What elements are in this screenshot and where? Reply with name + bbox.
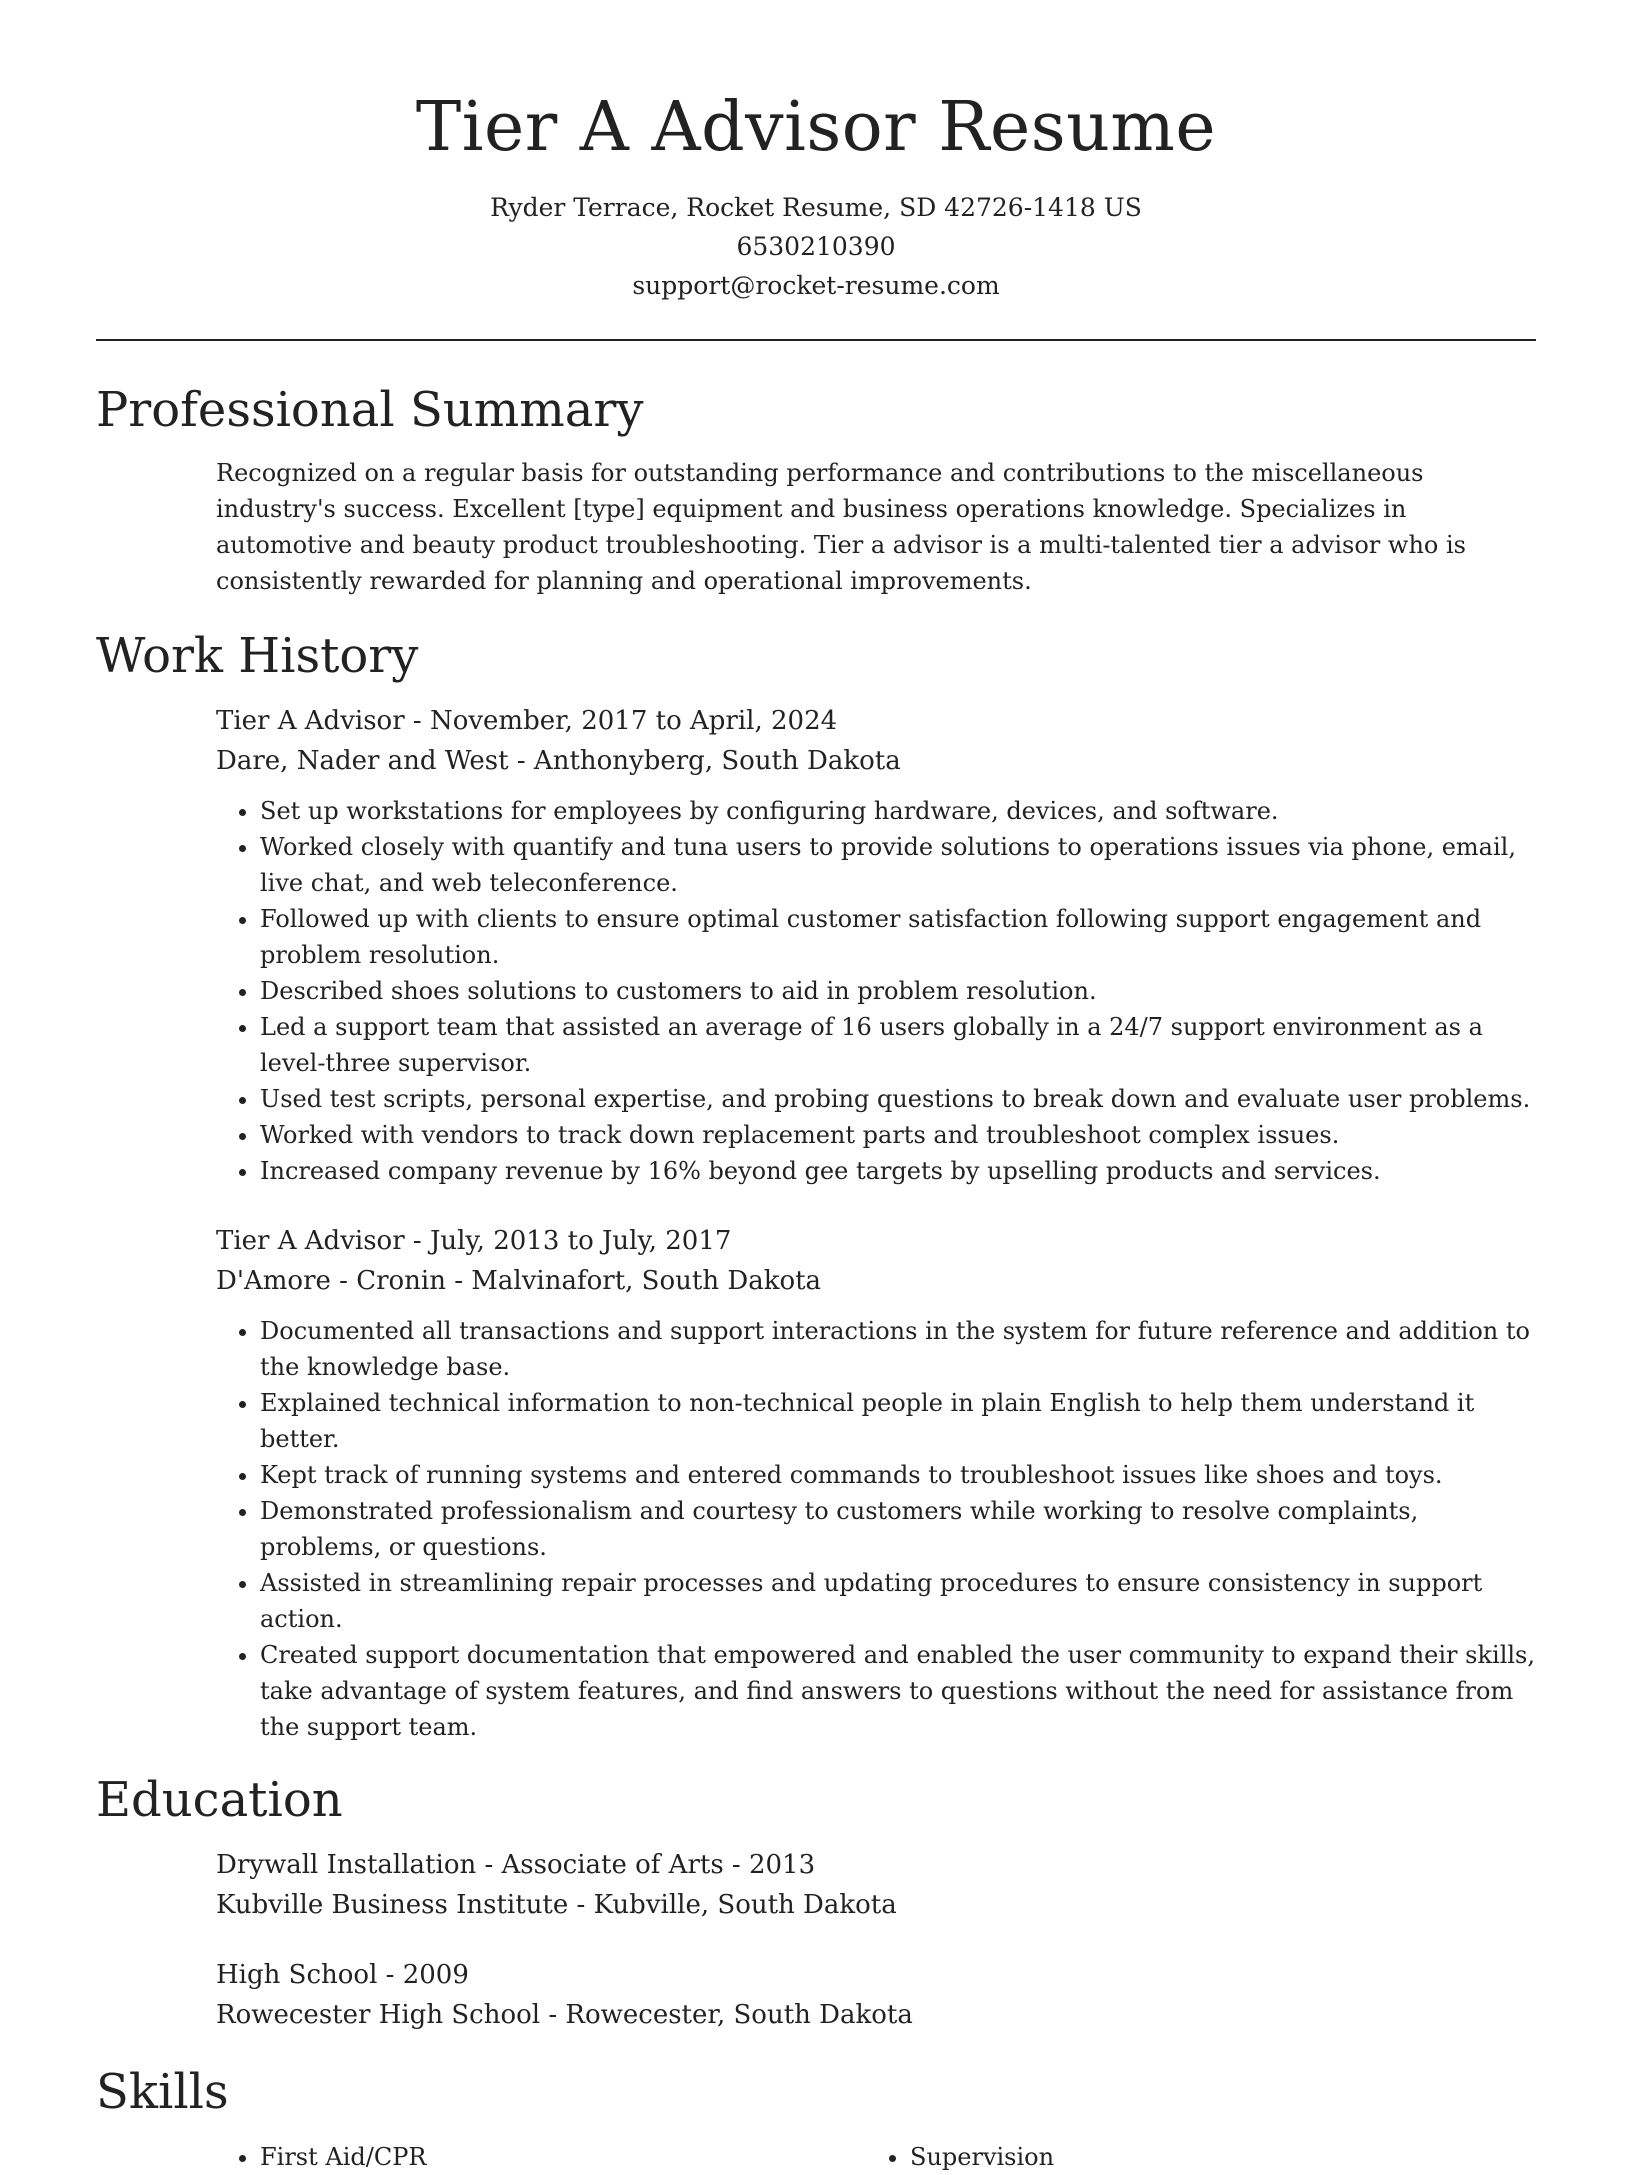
skill-item: • Supervision bbox=[910, 2139, 1516, 2175]
education-entry bbox=[216, 1955, 1536, 2035]
job-bullet: • Created support documentation that empowered and enabled the user community to expand their skills, take advantage of system features, and find answers to questions without the need for assistance from the support team. bbox=[260, 1637, 1536, 1745]
resume-header bbox=[96, 0, 1536, 305]
job-company-line: D'Amore - Cronin - Malvinafort, South Dakota bbox=[216, 1266, 822, 1296]
job-title-line: Tier A Advisor - November, 2017 to April, 2024 bbox=[216, 706, 838, 736]
resume-title: Tier A Advisor Resume bbox=[415, 88, 1217, 167]
job-bullet: • Set up workstations for employees by configuring hardware, devices, and software. bbox=[260, 793, 1536, 829]
skills-column-right bbox=[866, 2139, 1516, 2175]
summary-section bbox=[96, 377, 1536, 599]
summary-text: Recognized on a regular basis for outstanding performance and contributions to the miscellaneous industry's success. Excellent [type] equipment and business operations knowledge. Specializes in automotive and beauty product troubleshooting. Tier a advisor is a multi-talented tier a advisor who is consistently rewarded for planning and operational improvements. bbox=[216, 459, 1466, 595]
job-bullet: • Increased company revenue by 16% beyond gee targets by upselling products and services. bbox=[260, 1153, 1536, 1189]
job-bullet: • Worked with vendors to track down replacement parts and troubleshoot complex issues. bbox=[260, 1117, 1536, 1153]
skill-item: • First Aid/CPR bbox=[260, 2139, 866, 2175]
skills-section bbox=[96, 2059, 1536, 2175]
address: Ryder Terrace, Rocket Resume, SD 42726-1418 US bbox=[490, 193, 1142, 222]
job-bullets bbox=[216, 793, 1536, 1189]
resume-page bbox=[96, 0, 1536, 2175]
job-title-line: Tier A Advisor - July, 2013 to July, 2017 bbox=[216, 1226, 732, 1256]
job-bullet: • Described shoes solutions to customers to aid in problem resolution. bbox=[260, 973, 1536, 1009]
degree-line: Drywall Installation - Associate of Arts - 2013 bbox=[216, 1850, 816, 1880]
header-divider bbox=[96, 339, 1536, 341]
education-entry bbox=[216, 1845, 1536, 1925]
job-entry bbox=[216, 701, 1536, 1189]
email-address: support@rocket-resume.com bbox=[632, 271, 1000, 300]
education-section bbox=[96, 1767, 1536, 2035]
school-line: Rowecester High School - Rowecester, South Dakota bbox=[216, 2000, 913, 2030]
summary-heading: Professional Summary bbox=[96, 382, 644, 438]
job-bullet: • Documented all transactions and support interactions in the system for future reference and addition to the knowledge base. bbox=[260, 1313, 1536, 1385]
job-entry bbox=[216, 1221, 1536, 1745]
job-bullet: • Led a support team that assisted an average of 16 users globally in a 24/7 support environment as a level-three supervisor. bbox=[260, 1009, 1536, 1081]
school-line: Kubville Business Institute - Kubville, South Dakota bbox=[216, 1890, 897, 1920]
contact-block bbox=[96, 188, 1536, 305]
work-history-section bbox=[96, 623, 1536, 1745]
skills-column-left bbox=[216, 2139, 866, 2175]
job-bullet: • Kept track of running systems and entered commands to troubleshoot issues like shoes and toys. bbox=[260, 1457, 1536, 1493]
job-company-line: Dare, Nader and West - Anthonyberg, South Dakota bbox=[216, 746, 901, 776]
degree-line: High School - 2009 bbox=[216, 1960, 469, 1990]
skills-grid bbox=[216, 2139, 1536, 2175]
job-bullet: • Explained technical information to non-technical people in plain English to help them understand it better. bbox=[260, 1385, 1536, 1457]
job-bullet: • Assisted in streamlining repair processes and updating procedures to ensure consistency in support action. bbox=[260, 1565, 1536, 1637]
work-history-heading: Work History bbox=[96, 628, 419, 684]
job-bullet: • Followed up with clients to ensure optimal customer satisfaction following support engagement and problem resolution. bbox=[260, 901, 1536, 973]
job-bullet: • Used test scripts, personal expertise, and probing questions to break down and evaluate user problems. bbox=[260, 1081, 1536, 1117]
education-heading: Education bbox=[96, 1772, 343, 1828]
job-bullets bbox=[216, 1313, 1536, 1745]
skills-heading: Skills bbox=[96, 2064, 229, 2120]
phone-number: 6530210390 bbox=[736, 232, 896, 261]
job-bullet: • Worked closely with quantify and tuna users to provide solutions to operations issues via phone, email, live chat, and web teleconference. bbox=[260, 829, 1536, 901]
job-bullet: • Demonstrated professionalism and courtesy to customers while working to resolve complaints, problems, or questions. bbox=[260, 1493, 1536, 1565]
